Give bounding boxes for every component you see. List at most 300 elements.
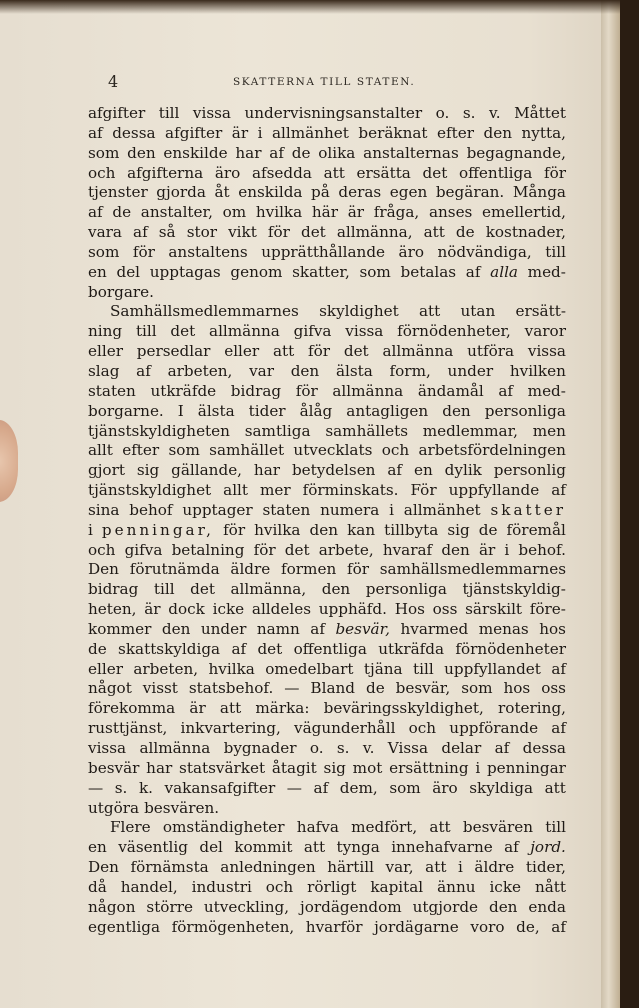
text-line	[88, 560, 566, 580]
word: Bland	[310, 679, 355, 698]
word: eller	[88, 342, 123, 361]
word: olika	[318, 143, 356, 162]
word: till	[153, 580, 175, 599]
word: i	[88, 520, 93, 539]
text-line	[88, 898, 566, 918]
word: ersätta	[356, 163, 411, 182]
word: hos	[539, 619, 566, 638]
word: äro	[432, 778, 458, 797]
word: i	[389, 500, 394, 519]
text-line	[88, 918, 566, 938]
text-line	[88, 838, 566, 858]
word: hvilka	[255, 203, 303, 222]
text-line	[88, 818, 566, 838]
text-line	[88, 124, 566, 144]
word: den	[309, 520, 339, 539]
word: skatter,	[292, 262, 350, 281]
word: offentliga	[459, 163, 533, 182]
word: oss	[432, 600, 458, 619]
word: industri	[191, 877, 252, 896]
word: kommer	[88, 619, 152, 638]
word: k.	[138, 778, 153, 797]
word: besvär	[88, 758, 140, 777]
word: anstalternas	[363, 143, 459, 162]
word: upptager	[182, 500, 253, 519]
word: något	[88, 679, 132, 698]
text-line	[88, 679, 566, 699]
word: förminskats.	[302, 481, 399, 500]
word: vissa	[88, 739, 127, 757]
word: af	[88, 203, 103, 222]
word: särskilt	[465, 600, 523, 619]
top-shadow	[0, 0, 620, 14]
word: betalas	[400, 262, 457, 281]
word: den	[441, 540, 470, 559]
word: på	[311, 183, 330, 202]
word: skyldighet	[319, 302, 399, 321]
text-line	[88, 302, 566, 322]
word: som	[461, 679, 493, 698]
word: och	[381, 441, 410, 460]
word: äldre	[474, 858, 515, 877]
word: äro	[214, 163, 241, 182]
word: i	[457, 858, 463, 877]
word: heten,	[88, 600, 137, 619]
word: ändamål	[417, 381, 484, 400]
word: undervisningsanstalter	[244, 104, 423, 122]
text-line	[88, 759, 566, 779]
word: af	[465, 262, 481, 281]
word: hvaraf	[382, 540, 433, 559]
word: för	[543, 163, 566, 182]
text-line	[88, 322, 566, 342]
word: Flere	[110, 818, 151, 837]
word: egentliga	[88, 917, 161, 936]
word: äro	[398, 242, 424, 261]
word: penningar	[486, 758, 566, 777]
word: att	[425, 858, 447, 877]
word: förutnämda	[129, 560, 220, 579]
word: anstalter,	[140, 203, 213, 222]
page-header	[108, 72, 568, 92]
word: upptagas	[149, 262, 221, 281]
word: uppfyllandet	[444, 659, 541, 678]
word: o.	[435, 104, 450, 122]
text-line	[88, 243, 566, 263]
word: arbete,	[318, 540, 374, 559]
word: hvilken	[509, 361, 566, 380]
word: för	[346, 560, 370, 579]
word: att	[418, 302, 441, 321]
word: hafva	[296, 818, 339, 837]
word: till	[413, 659, 434, 678]
word: behof	[129, 500, 173, 519]
word: var,	[385, 858, 414, 877]
word: är	[231, 123, 249, 142]
text-line	[88, 541, 566, 561]
word: gjort	[88, 461, 125, 480]
word: den	[127, 143, 156, 162]
word: utkräfde	[150, 381, 217, 400]
word: som	[88, 242, 120, 261]
word: Många	[512, 183, 566, 202]
text-line	[88, 203, 566, 223]
text-line	[88, 382, 566, 402]
word: anledningen	[220, 858, 316, 877]
word: genom	[230, 262, 283, 281]
word: Vissa	[387, 739, 428, 757]
word: betalning	[171, 540, 245, 559]
word: sig	[447, 520, 470, 539]
word: af	[551, 659, 566, 678]
word: visst	[142, 679, 178, 698]
word: bygnader	[223, 739, 297, 757]
word: under	[447, 361, 494, 380]
word: för	[267, 223, 290, 242]
word: för	[253, 540, 276, 559]
word: af	[133, 223, 148, 242]
word: utveckling,	[203, 897, 290, 916]
text-line	[88, 342, 566, 362]
word: inkvartering,	[180, 719, 281, 738]
word: statsbehof.	[188, 679, 274, 698]
word: v.	[488, 104, 501, 122]
word: älsta	[335, 361, 373, 380]
word: afgifterna	[127, 163, 204, 182]
word: beräknat	[358, 123, 428, 142]
word: som	[168, 441, 200, 460]
body-text	[88, 104, 566, 937]
word: någon	[88, 897, 136, 916]
text-line	[88, 699, 566, 719]
word: förnödenheter	[455, 639, 566, 658]
word: ålåg	[299, 401, 333, 420]
word: under	[200, 619, 247, 638]
word: kapital	[370, 877, 424, 896]
word: bidrag	[230, 381, 282, 400]
text-line	[88, 719, 566, 739]
word: vägunderhåll	[294, 719, 396, 738]
word: utgöra	[88, 798, 140, 817]
word: gjorda	[156, 183, 206, 202]
word: ersättning	[389, 758, 469, 777]
word: det	[300, 223, 326, 242]
word: förnödenheter,	[397, 322, 511, 341]
text-line	[88, 263, 566, 283]
word: allmänna,	[230, 580, 307, 599]
word: i	[475, 758, 481, 777]
word: och	[88, 540, 116, 559]
word: var	[249, 361, 274, 380]
word: omedelbart	[265, 659, 354, 678]
word: före-	[529, 600, 566, 619]
word: v.	[362, 739, 375, 757]
word: vissa	[527, 342, 566, 361]
text-line	[88, 799, 566, 819]
word: Samhällsmedlemmarnes	[110, 302, 299, 321]
word: har	[235, 143, 262, 162]
word: det	[343, 342, 369, 361]
word: dessa	[522, 739, 566, 757]
word: som	[389, 778, 421, 797]
word: den	[488, 897, 518, 916]
word: begäran.	[435, 183, 505, 202]
word: är	[189, 699, 206, 718]
word: handel,	[120, 877, 178, 896]
page-number: 4	[108, 72, 119, 91]
word: alla	[490, 262, 518, 281]
text-line	[88, 461, 566, 481]
word: utvecklats	[293, 441, 373, 460]
text-line	[88, 640, 566, 660]
word: det	[257, 639, 283, 658]
word: stor	[186, 223, 217, 242]
word: persedlar	[136, 342, 211, 361]
word: varor	[524, 322, 566, 341]
word: tjänstskyldighet	[88, 481, 212, 500]
text-line	[88, 402, 566, 422]
word: Hos	[394, 600, 425, 619]
word: som	[88, 143, 120, 162]
text-line	[88, 441, 566, 461]
word: samhällsmedlemmarnes	[379, 560, 566, 579]
word: af	[551, 481, 566, 500]
word: dem,	[339, 778, 378, 797]
word: uppförande	[449, 719, 539, 738]
text-line	[88, 183, 566, 203]
word: utkräfda	[378, 639, 445, 658]
word: oss	[541, 679, 566, 698]
text-line	[88, 779, 566, 799]
word: egen	[389, 183, 428, 202]
word: rusttjänst,	[88, 719, 168, 738]
word: som	[359, 262, 391, 281]
word: vissa	[345, 322, 384, 341]
word: bidrag	[88, 580, 139, 599]
word: hvilka	[208, 659, 255, 678]
word: det	[190, 580, 215, 599]
word: besvär,	[335, 619, 390, 638]
word: slag	[88, 361, 120, 380]
word: och	[408, 719, 437, 738]
word: af	[387, 461, 403, 480]
word: förmögenheten,	[171, 917, 295, 936]
word: allmänhet	[403, 500, 481, 519]
word: staten	[88, 381, 136, 400]
text-line	[88, 283, 566, 303]
word: den	[483, 123, 512, 142]
word: besvären	[462, 818, 534, 837]
word: afsedda	[251, 163, 312, 182]
running-title: SKATTERNA TILL STATEN.	[233, 76, 416, 88]
word: af	[313, 778, 329, 797]
word: att	[429, 818, 451, 837]
word: en	[413, 461, 433, 480]
word: jordägarne	[374, 917, 459, 936]
word: begagnande,	[466, 143, 566, 162]
text-line	[88, 144, 566, 164]
word: de	[112, 203, 132, 222]
word: upphäfd.	[318, 600, 387, 619]
word: behof.	[518, 540, 566, 559]
word: de,	[516, 917, 540, 936]
word: form,	[389, 361, 431, 380]
text-line	[88, 104, 566, 124]
word: borgare.	[88, 282, 154, 301]
word: mer	[260, 481, 291, 500]
word: skyldiga	[469, 778, 534, 797]
word: har	[253, 461, 281, 480]
word: allt	[223, 481, 249, 500]
word: så	[158, 223, 176, 242]
word: del	[116, 262, 141, 281]
word: sig	[136, 461, 160, 480]
word: har	[146, 758, 173, 777]
word: I	[177, 401, 184, 420]
word: äldre	[230, 560, 271, 579]
word: att	[303, 838, 326, 857]
word: besvär,	[395, 679, 451, 698]
word: de	[478, 520, 498, 539]
word: samtliga	[244, 421, 311, 440]
word: af	[231, 639, 247, 658]
page-edge	[601, 0, 620, 1008]
word: tillbyta	[384, 520, 439, 539]
word: med-	[527, 262, 566, 281]
word: till	[158, 104, 180, 122]
word: Den	[88, 560, 119, 579]
text-line	[88, 858, 566, 878]
word: beväringsskyldighet,	[323, 699, 484, 718]
word: men	[532, 421, 566, 440]
word: alldeles	[251, 600, 312, 619]
word: medlemmar,	[422, 421, 519, 440]
word: att	[544, 778, 566, 797]
word: allmänna	[139, 739, 211, 757]
word: offentliga	[293, 639, 367, 658]
word: väsentlig	[118, 838, 188, 857]
word: skattskyldiga	[118, 639, 221, 658]
word: —	[284, 679, 300, 698]
word: —	[286, 778, 302, 797]
word: och	[88, 163, 116, 182]
word: personliga	[365, 580, 447, 599]
word: af	[88, 123, 103, 142]
word: tjenster	[88, 183, 148, 202]
word: utföra	[467, 342, 515, 361]
word: större	[146, 897, 193, 916]
word: utan	[460, 302, 496, 321]
word: —	[88, 778, 104, 797]
word: de	[291, 143, 311, 162]
word: sina	[88, 500, 120, 519]
text-line	[88, 223, 566, 243]
word: arbeten,	[133, 659, 199, 678]
word: i	[257, 123, 263, 142]
word: numera	[320, 500, 380, 519]
word: gifva	[124, 540, 163, 559]
text-line	[88, 580, 566, 600]
word: samhällets	[325, 421, 409, 440]
word: anses	[428, 203, 473, 222]
word: eller	[224, 342, 260, 361]
word: dessa	[112, 123, 156, 142]
word: kommit	[234, 838, 293, 857]
word: betydelsen	[291, 461, 376, 480]
word: skatter	[490, 500, 566, 519]
word: för	[295, 381, 318, 400]
word: af	[269, 143, 284, 162]
thumb	[0, 420, 18, 502]
word: till	[545, 818, 566, 837]
word: att	[219, 699, 242, 718]
word: efter	[122, 441, 160, 460]
word: de	[88, 639, 107, 658]
word: deras	[338, 183, 382, 202]
word: tjänstskyldigheten	[88, 421, 230, 440]
text-line	[88, 422, 566, 442]
word: enda	[528, 897, 566, 916]
word: allt	[88, 441, 113, 460]
word: den	[321, 580, 351, 599]
word: åtagit	[271, 758, 317, 777]
word: efter	[437, 123, 474, 142]
word: att	[272, 342, 295, 361]
word: besvären.	[144, 798, 220, 817]
word: tjänstskyldig-	[462, 580, 566, 599]
word: förnämsta	[130, 858, 209, 877]
word: är	[347, 203, 365, 222]
word: vara	[88, 223, 122, 242]
word: personliga	[484, 401, 566, 420]
word: af	[310, 619, 325, 638]
word: s.	[114, 778, 128, 797]
word: nytta,	[521, 123, 566, 142]
word: till	[545, 242, 566, 261]
word: upprätthållande	[261, 242, 386, 261]
word: afgifter	[165, 123, 223, 142]
word: voro	[470, 917, 505, 936]
word: s.	[462, 104, 476, 122]
word: i	[504, 540, 510, 559]
word: sig	[323, 758, 346, 777]
word: af	[498, 381, 514, 400]
word: medfört,	[351, 818, 418, 837]
word: af	[494, 739, 510, 757]
word: o.	[309, 739, 324, 757]
word: delar	[441, 739, 482, 757]
word: gifva	[293, 322, 332, 341]
word: dylik	[444, 461, 482, 480]
word: personlig	[493, 461, 566, 480]
word: ännu	[437, 877, 476, 896]
word: märka:	[255, 699, 310, 718]
text-line	[88, 164, 566, 184]
word: åt	[214, 183, 230, 202]
word: och	[265, 877, 294, 896]
word: gällande,	[171, 461, 243, 480]
word: statsvärket	[179, 758, 266, 777]
word: rörligt	[307, 877, 357, 896]
word: utgjorde	[412, 897, 479, 916]
word: de	[455, 223, 475, 242]
word: till	[135, 322, 157, 341]
word: formen	[281, 560, 337, 579]
word: om	[222, 203, 247, 222]
word: af	[551, 719, 566, 738]
word: med-	[527, 381, 566, 400]
word: kan	[347, 520, 376, 539]
